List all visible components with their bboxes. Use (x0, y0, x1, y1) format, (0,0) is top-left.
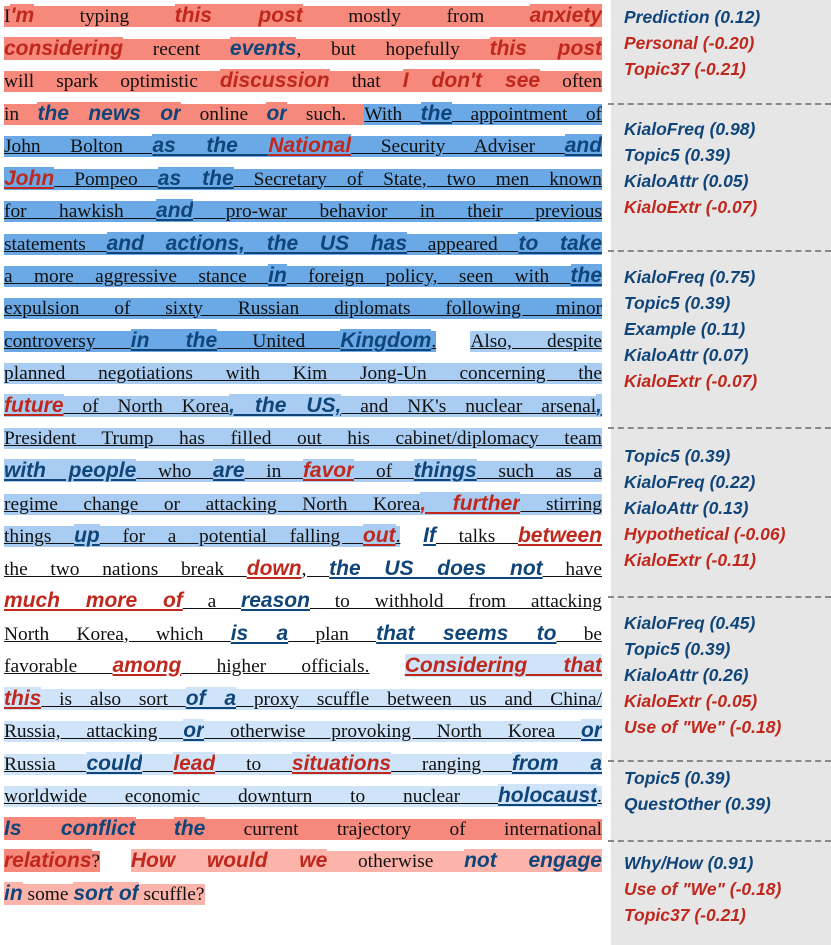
text-segment: , (301, 558, 330, 580)
text-segment: plan (288, 623, 377, 645)
keyword-token: this post (489, 36, 602, 60)
feature-label: Example (0.11) (624, 319, 746, 339)
keyword-token: If (423, 524, 436, 547)
feature-label: Topic5 (0.39) (624, 446, 731, 466)
keyword-token: 'm (10, 4, 35, 27)
text-segment: a more aggressive stance (4, 266, 269, 287)
text-segment: proxy scuffle between us and China/ (236, 688, 602, 710)
keyword-token: events (229, 36, 297, 60)
feature-label: Topic5 (0.39) (624, 293, 731, 313)
feature-label: KialoAttr (0.05) (624, 171, 749, 191)
text-line (4, 813, 602, 846)
feature-label: Use of "We" (-0.18) (624, 717, 782, 737)
text-line (4, 618, 602, 651)
keyword-token: or (581, 719, 602, 742)
text-line (4, 65, 602, 98)
text-segment: of North Korea (63, 396, 230, 417)
text-segment (136, 819, 174, 840)
keyword-token: could (86, 751, 143, 775)
text-segment: favorable (4, 656, 113, 677)
text-segment: will spark optimistic (4, 71, 220, 92)
text-segment: ? (91, 851, 101, 872)
text-segment: controversy (4, 331, 131, 352)
text-segment: worldwide economic downturn to nuclear (4, 786, 498, 807)
text-segment: some (22, 883, 74, 905)
text-segment: otherwise (327, 851, 465, 872)
keyword-token: up (74, 524, 100, 547)
keyword-token: from a (511, 751, 602, 775)
feature-label: KialoExtr (-0.05) (624, 691, 758, 711)
feature-label: KialoFreq (0.22) (624, 472, 756, 492)
keyword-token: this post (174, 4, 303, 27)
keyword-token: anxiety (529, 4, 602, 27)
text-line (4, 195, 602, 228)
text-segment: scuffle? (138, 883, 205, 905)
text-line (4, 325, 602, 358)
text-line (4, 390, 602, 423)
text-segment: have (542, 558, 602, 580)
text-segment: recent (123, 38, 230, 60)
feature-label: KialoAttr (0.13) (624, 498, 749, 518)
text-segment: such. (287, 103, 365, 125)
text-segment: . (395, 526, 401, 547)
keyword-token: as the (152, 134, 269, 157)
text-line (4, 520, 602, 553)
text-line (4, 130, 602, 163)
keyword-token: considering (4, 36, 124, 60)
text-segment: such as a (476, 461, 602, 482)
feature-label: KialoFreq (0.98) (624, 119, 756, 139)
feature-group (624, 765, 771, 817)
text-segment (436, 331, 470, 352)
text-segment: appointment of (452, 103, 602, 125)
text-segment: in (244, 461, 303, 482)
feature-label: Topic5 (0.39) (624, 768, 731, 788)
feature-group (624, 850, 781, 928)
keyword-token: the (173, 816, 206, 840)
keyword-token: the (570, 264, 602, 287)
feature-label: KialoFreq (0.45) (624, 613, 756, 633)
text-line (4, 293, 602, 326)
feature-label: Topic37 (-0.21) (624, 59, 746, 79)
text-line (4, 455, 602, 488)
text-segment: current trajectory of international (205, 818, 602, 840)
text-segment: Also, despite (470, 331, 602, 352)
keyword-token: relations (4, 849, 92, 872)
keyword-token: and (156, 199, 194, 222)
keyword-token: are (213, 459, 245, 482)
keyword-token: the news or (37, 101, 182, 125)
feature-label: Why/How (0.91) (624, 853, 754, 873)
feature-label: Topic37 (-0.21) (624, 905, 746, 925)
keyword-token: John (4, 166, 55, 190)
text-segment: the two nations break (4, 558, 247, 580)
feature-group (624, 116, 757, 220)
keyword-token: to take (518, 231, 602, 255)
text-segment: Russia (4, 753, 87, 775)
keyword-token: this (4, 686, 42, 710)
keyword-token: between (517, 524, 602, 547)
feature-label: Prediction (0.12) (624, 7, 761, 27)
keyword-token: favor (302, 459, 355, 482)
feature-label: KialoExtr (-0.07) (624, 197, 758, 217)
keyword-token: things (413, 459, 477, 482)
feature-label: KialoExtr (-0.07) (624, 371, 758, 391)
keyword-token: reason (241, 589, 310, 612)
text-segment: expulsion of sixty Russian diplomats following minor (4, 297, 602, 319)
text-segment: to (215, 753, 292, 775)
text-segment: that (329, 71, 403, 92)
keyword-token: Kingdom (340, 329, 432, 352)
dashed-separator (608, 596, 831, 600)
feature-label: Hypothetical (-0.06) (624, 524, 786, 544)
keyword-token: Is conflict (4, 816, 136, 840)
keyword-token: much more of (4, 589, 183, 612)
text-segment: President Trump has filled out his cabinet/diplomacy team (4, 427, 602, 449)
text-segment: planned negotiations with Kim Jong-Un concerning the (4, 362, 602, 384)
text-segment: regime change or attacking North Korea (4, 493, 421, 515)
keyword-token: holocaust (497, 784, 598, 807)
keyword-token: situations (291, 751, 392, 775)
text-line (4, 780, 602, 813)
keyword-token: , further (420, 491, 521, 515)
keyword-token: and actions, the US has (106, 231, 408, 255)
text-segment: who (136, 461, 214, 482)
text-segment (142, 754, 173, 775)
text-line (4, 650, 602, 683)
keyword-token: National (268, 134, 352, 157)
text-segment: stirring (520, 493, 602, 515)
text-segment: North Korea, which (4, 623, 231, 645)
text-segment: Security Adviser (351, 136, 565, 157)
feature-label: Use of "We" (-0.18) (624, 879, 782, 899)
text-segment: , but hopefully (296, 38, 490, 60)
text-segment: statements (4, 233, 107, 255)
keyword-token: How would we (130, 849, 328, 872)
feature-group (624, 443, 785, 573)
text-segment: is also sort (41, 688, 186, 710)
text-segment: things (4, 526, 75, 547)
keyword-token: , the US, (229, 394, 342, 417)
text-segment: United (217, 331, 341, 352)
text-segment: of (354, 461, 414, 482)
feature-group (624, 610, 781, 740)
text-segment: mostly from (302, 6, 530, 27)
dashed-separator (608, 427, 831, 431)
text-line (4, 33, 602, 66)
text-segment: be (556, 623, 602, 645)
text-line (4, 423, 602, 456)
keyword-token: in (268, 264, 287, 287)
dashed-separator (608, 103, 831, 107)
text-line (4, 358, 602, 391)
text-line (4, 260, 602, 293)
text-segment: Secretary of State, two men known (233, 168, 602, 190)
text-segment: for a potential falling (99, 526, 363, 547)
text-line (4, 585, 602, 618)
keyword-token: the (420, 101, 453, 125)
text-segment: online (181, 103, 267, 125)
text-line (4, 553, 602, 586)
text-line (4, 748, 602, 781)
text-segment: and NK's nuclear arsenal (341, 396, 597, 417)
text-segment: I (4, 6, 11, 27)
keyword-token: , (596, 394, 602, 417)
text-segment: for hawkish (4, 201, 157, 222)
feature-label: QuestOther (0.39) (624, 794, 771, 814)
text-segment: appeared (407, 233, 519, 255)
text-segment (400, 526, 423, 547)
keyword-token: sort of (73, 881, 139, 905)
text-segment: John Bolton (4, 136, 153, 157)
text-segment: higher officials. (181, 656, 370, 677)
text-line (4, 163, 602, 196)
text-line (4, 845, 602, 878)
text-segment: a (182, 591, 242, 612)
keyword-token: among (112, 654, 182, 677)
text-segment: ranging (391, 753, 512, 775)
text-line (4, 683, 602, 716)
text-segment: pro-war behavior in their previous (193, 201, 602, 222)
feature-label: Personal (-0.20) (624, 33, 755, 53)
keyword-token: Considering that (404, 654, 602, 677)
text-segment: foreign policy, seen with (286, 266, 571, 287)
keyword-token: is a (230, 621, 289, 645)
text-segment: . (431, 331, 437, 352)
keyword-token: down (246, 556, 302, 580)
keyword-token: the US does not (329, 556, 543, 580)
text-segment: typing (34, 6, 175, 27)
text-segment: in (4, 103, 38, 125)
text-segment: With (364, 103, 421, 125)
keyword-token: future (4, 394, 64, 417)
keyword-token: and (564, 134, 602, 157)
dashed-separator (608, 250, 831, 254)
text-segment: . (597, 786, 602, 807)
keyword-token: with people (4, 459, 137, 482)
text-segment: to withhold from attacking (309, 591, 602, 612)
text-segment: Pompeo (54, 168, 158, 190)
text-segment (369, 656, 404, 677)
feature-label: KialoExtr (-0.11) (624, 550, 756, 570)
keyword-token: in the (130, 329, 218, 352)
feature-group (624, 264, 757, 394)
feature-label: KialoAttr (0.26) (624, 665, 749, 685)
text-line (4, 715, 602, 748)
feature-attribution-panel (611, 0, 831, 945)
keyword-token: that seems to (376, 621, 557, 645)
keyword-token: lead (173, 751, 216, 775)
keyword-token: or (266, 101, 288, 125)
text-line (4, 488, 602, 521)
text-segment: otherwise provoking North Korea (204, 721, 581, 742)
feature-label: Topic5 (0.39) (624, 145, 731, 165)
feature-label: KialoAttr (0.07) (624, 345, 749, 365)
feature-group (624, 4, 760, 82)
keyword-token: out (362, 524, 396, 547)
text-line (4, 0, 602, 33)
text-segment: talks (435, 526, 518, 547)
text-line (4, 98, 602, 131)
keyword-token: as the (157, 166, 234, 190)
text-segment: Russia, attacking (4, 721, 184, 742)
keyword-token: I don't see (402, 69, 541, 92)
keyword-token: or (183, 719, 205, 742)
dashed-separator (608, 760, 831, 764)
text-segment: often (540, 71, 602, 92)
text-segment (100, 851, 131, 872)
dashed-separator (608, 840, 831, 844)
keyword-token: not engage (464, 849, 602, 872)
text-line (4, 228, 602, 261)
keyword-token: of a (185, 686, 237, 710)
feature-label: Topic5 (0.39) (624, 639, 731, 659)
text-line (4, 878, 602, 911)
keyword-token: in (4, 881, 23, 905)
feature-label: KialoFreq (0.75) (624, 267, 756, 287)
keyword-token: discussion (219, 69, 330, 92)
